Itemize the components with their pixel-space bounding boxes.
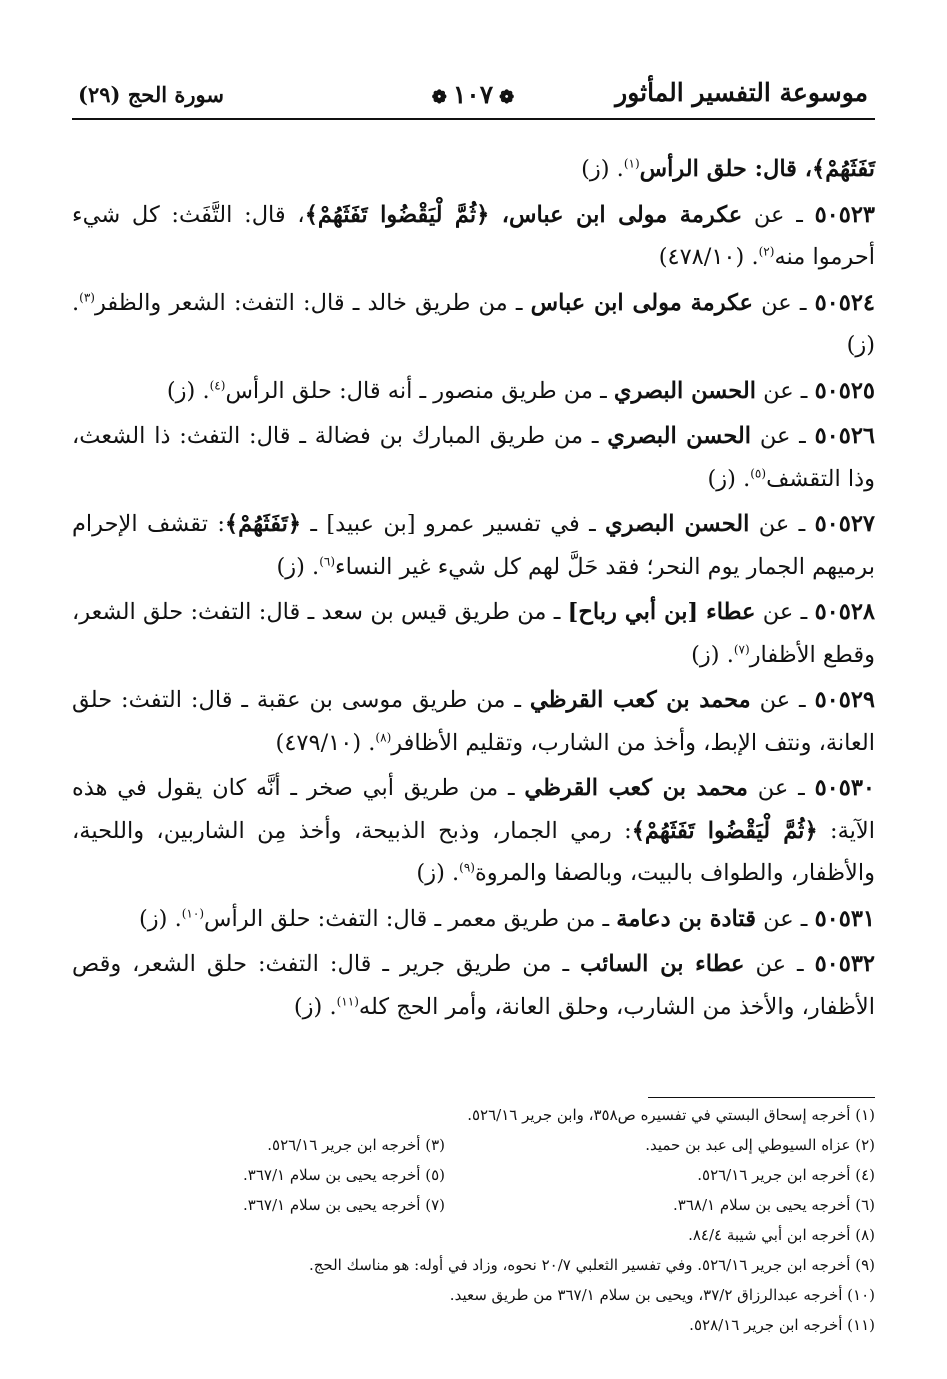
entry-50523: ٥٠٥٢٣ ـ عن عكرمة مولى ابن عباس، ﴿ثُمَّ لْيَقْضُوا تَفَثَهُمْ﴾، قال: التَّفَث: كل شيء أحرموا منه$^{(٢)}$. (٤٧٨/١٠): [72, 201, 875, 270]
volume-ref: (٤٧٨/١٠): [658, 244, 745, 270]
entry-50524: ٥٠٥٢٤ ـ عن عكرمة مولى ابن عباس ـ من طريق خالد ـ قال: التفث: الشعر والظفر$^{(٣)}$. (ز): [72, 289, 875, 358]
entry-50530: ٥٠٥٣٠ ـ عن محمد بن كعب القرظي ـ من طريق أبي صخر ـ أنَّه كان يقول في هذه الآية: ﴿ثُمَّ لْيَقْضُوا تَفَثَهُمْ﴾: رمي الجمار، وذبح الذبيحة، وأخذ مِن الشاربين، واللحية، والأظفار، والطواف بالبيت، وبالصفا والمروة$^{(٩)}$. (ز): [72, 775, 876, 886]
footnote-4: (٤) أخرجه ابن جرير ٥٢٦/١٦.: [697, 1166, 875, 1184]
footnote-1: (١) أخرجه إسحاق البستي في تفسيره ص٣٥٨، وابن جرير ٥٢٦/١٦.: [467, 1106, 875, 1124]
narrator: محمد بن كعب القرظي: [529, 687, 751, 713]
footnotes: [72, 1100, 875, 1340]
entry-number: ٥٠٥٣١: [814, 905, 875, 932]
footnote-ref: (١٠): [181, 906, 204, 920]
series-title: موسوعة التفسير المأثور: [615, 78, 868, 107]
surah-label: سورة الحج (٢٩): [78, 82, 224, 107]
entry-number: ٥٠٥٢٧: [814, 511, 876, 537]
entry-number: ٥٠٥٢٨: [814, 599, 875, 625]
footnote-ref: (٧): [733, 642, 750, 656]
entry-continuation: تَفَثَهُمْ﴾، قال: حلق الرأس$^{(١)}$. (ز): [581, 156, 875, 182]
footnote-2: (٢) عزاه السيوطي إلى عبد بن حميد.: [645, 1136, 875, 1154]
footnote-3: (٣) أخرجه ابن جرير ٥٢٦/١٦.: [267, 1136, 445, 1154]
footnote-ref: (٢): [758, 244, 775, 259]
footnote-6: (٦) أخرجه يحيى بن سلام ٣٦٨/١.: [673, 1196, 875, 1214]
footnote-7: (٧) أخرجه يحيى بن سلام ٣٦٧/١.: [243, 1196, 445, 1214]
entry-number: ٥٠٥٢٩: [814, 687, 875, 713]
narrator: قتادة بن دعامة: [616, 905, 756, 932]
narrator: الحسن البصري: [605, 511, 750, 537]
entry-50527: ٥٠٥٢٧ ـ عن الحسن البصري ـ في تفسير عمرو [بن عبيد] ـ ﴿تَفَثَهُمْ﴾: تقشف الإحرام برميهم الجمار يوم النحر؛ فقد حَلَّ لهم كل شيء غير النساء$^{(٦)}$. (ز): [72, 511, 876, 580]
footnote-ref: (٥): [750, 466, 767, 480]
page-number: ١٠٧: [452, 80, 494, 109]
narrator: عكرمة مولى ابن عباس: [530, 289, 753, 316]
footnote-9: (٩) أخرجه ابن جرير ٥٢٦/١٦. وفي تفسير الثعلبي ٢٠/٧ نحوه، وزاد في أوله: هو مناسك الحج.: [308, 1256, 875, 1274]
entry-number: ٥٠٥٢٦: [814, 423, 875, 449]
footnote-ref: (١): [623, 156, 640, 171]
ornament-icon: ❁: [499, 87, 515, 108]
entry-50528: ٥٠٥٢٨ ـ عن عطاء [بن أبي رباح] ـ من طريق قيس بن سعد ـ قال: التفث: حلق الشعر، وقطع الأظفار$^{(٧)}$. (ز): [72, 599, 875, 668]
entry-50526: ٥٠٥٢٦ ـ عن الحسن البصري ـ من طريق المبارك بن فضالة ـ قال: التفث: ذا الشعث، وذا التقشف$^{(٥)}$. (ز): [72, 423, 875, 492]
quran-quote: ﴿ثُمَّ لْيَقْضُوا تَفَثَهُمْ﴾: [631, 817, 818, 844]
entry-number: ٥٠٥٣٢: [814, 951, 876, 977]
quran-quote: ﴿ثُمَّ لْيَقْضُوا تَفَثَهُمْ﴾: [304, 201, 502, 228]
footnote-8: (٨) أخرجه ابن أبي شيبة ٨٤/٤.: [688, 1226, 875, 1244]
entry-50529: ٥٠٥٢٩ ـ عن محمد بن كعب القرظي ـ من طريق موسى بن عقبة ـ قال: التفث: حلق العانة، ونتف الإبط، وأخذ من الشارب، وتقليم الأظافر$^{(٨)}$. (٤٧٩/١٠): [72, 687, 875, 756]
entry-number: ٥٠٥٣٠: [814, 775, 876, 801]
footnote-10: (١٠) أخرجه عبدالرزاق ٣٧/٢، ويحيى بن سلام ٣٦٧/١ من طريق سعيد.: [449, 1286, 875, 1304]
entry-50532: ٥٠٥٣٢ ـ عن عطاء بن السائب ـ من طريق جرير ـ قال: التفث: حلق الشعر، وقص الأظفار، والأخذ من الشارب، وحلق العانة، وأمر الحج كله$^{(١١)}$. (ز): [72, 951, 876, 1020]
footnote-ref: (٨): [375, 730, 392, 744]
volume-ref: (٤٧٩/١٠): [275, 729, 362, 756]
entry-number: ٥٠٥٢٤: [814, 289, 875, 316]
narrator: الحسن البصري: [613, 377, 756, 404]
footnote-ref: (٩): [459, 860, 475, 875]
narrator: عطاء بن السائب: [580, 951, 745, 977]
running-header: [78, 72, 868, 112]
header-rule: [72, 118, 875, 120]
entry-number: ٥٠٥٢٣: [814, 201, 875, 228]
narrator: عكرمة مولى ابن عباس،: [501, 201, 743, 228]
entry-number: ٥٠٥٢٥: [814, 377, 875, 404]
footnote-rule: [648, 1097, 875, 1098]
quran-quote: ﴿تَفَثَهُمْ﴾: [224, 511, 302, 537]
main-text: [72, 148, 875, 1031]
entry-50525: ٥٠٥٢٥ ـ عن الحسن البصري ـ من طريق منصور ـ أنه قال: حلق الرأس$^{(٤)}$. (ز): [166, 377, 875, 404]
footnote-11: (١١) أخرجه ابن جرير ٥٢٨/١٦.: [689, 1316, 875, 1334]
narrator: الحسن البصري: [607, 423, 752, 449]
footnote-ref: (٤): [209, 378, 226, 392]
entry-50531: ٥٠٥٣١ ـ عن قتادة بن دعامة ـ من طريق معمر ـ قال: التفث: حلق الرأس$^{(١٠)}$. (ز): [139, 905, 875, 932]
footnote-ref: (٦): [319, 554, 336, 568]
narrator: محمد بن كعب القرظي: [524, 775, 748, 801]
footnote-ref: (١١): [336, 994, 359, 1008]
ornament-icon: ❁: [431, 87, 447, 108]
narrator: عطاء [بن أبي رباح]: [567, 599, 756, 625]
footnote-5: (٥) أخرجه يحيى بن سلام ٣٦٧/١.: [243, 1166, 445, 1184]
footnote-ref: (٣): [79, 290, 95, 304]
